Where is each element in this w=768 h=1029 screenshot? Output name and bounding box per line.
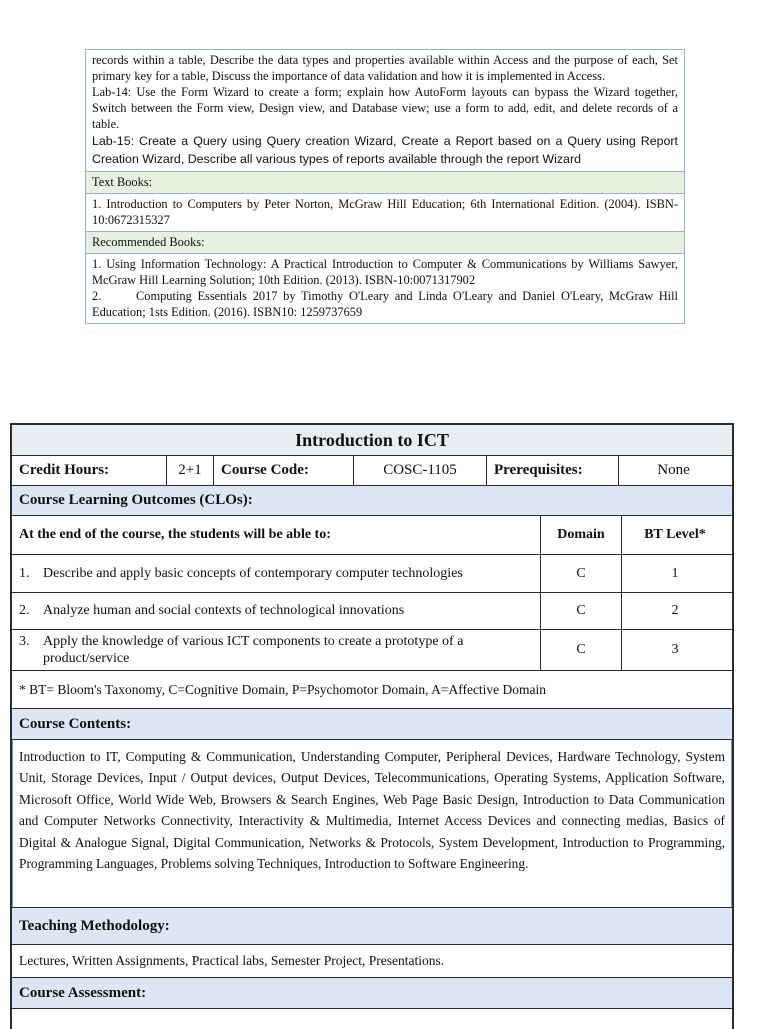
- clo-3-bt-level: 3: [621, 630, 728, 670]
- clo-3-description: Apply the knowledge of various ICT components to create a prototype of a: [43, 634, 464, 649]
- clo-2-number: 2.: [19, 603, 30, 618]
- clo-2-description: Analyze human and social contexts of technological innovations: [43, 603, 405, 618]
- clo-header-text: At the end of the course, the students will be able to:: [19, 527, 331, 542]
- clo-row-1: [12, 554, 732, 592]
- bt-level-header: BT Level*: [621, 516, 728, 554]
- clo-row-3: [12, 629, 732, 670]
- bt-footnote: * BT= Bloom's Taxonomy, C=Cognitive Domain, P=Psychomotor Domain, A=Affective Domain: [19, 681, 547, 697]
- course-code-value: COSC-1105: [353, 456, 486, 485]
- recommended-book-1: 1. Using Information Technology: A Practical Introduction to Computer & Communications by Williams Sawyer, McGraw Hill Learning Solution; 10th Edition. (2013). ISBN-10:0071317902: [92, 257, 678, 287]
- lab-14-text: Lab-14: Use the Form Wizard to create a form; explain how AutoForm layouts can bypass the Wizard together, Switch between the Form view, Design view, and Database view; use a form to add, edit, and delete records of a table.: [92, 85, 678, 131]
- text-books-header: Text Books:: [86, 171, 684, 193]
- credit-hours-value: 2+1: [166, 456, 213, 485]
- lab-15-text: Lab-15: Create a Query using Query creation Wizard, Create a Report based on a Query using Report Creation Wizard, Describe all various types of reports available through the report Wizard: [92, 134, 678, 166]
- recommended-books-header: Recommended Books:: [86, 231, 684, 253]
- clo-1-number: 1.: [19, 565, 30, 581]
- clo-label: Course Learning Outcomes (CLOs):: [19, 492, 253, 508]
- course-assessment-text: [12, 1009, 732, 1029]
- clo-1-bt-level: 1: [621, 555, 728, 592]
- clo-2-domain: C: [540, 593, 621, 629]
- clo-1-description: Describe and apply basic concepts of contemporary computer technologies: [43, 565, 463, 581]
- teaching-row: [12, 944, 732, 977]
- bt-note-row: [12, 670, 732, 708]
- contents-section-header: [12, 708, 732, 739]
- prerequisites-value: None: [618, 456, 728, 485]
- prerequisites-label: Prerequisites:: [486, 456, 618, 485]
- clo-header-row: [12, 515, 732, 554]
- clo-1-text: [12, 555, 540, 592]
- assessment-row: [12, 1008, 732, 1029]
- lab-activities-cell: [86, 50, 684, 171]
- course-title: Introduction to ICT: [12, 425, 732, 455]
- teaching-methodology-text: Lectures, Written Assignments, Practical labs, Semester Project, Presentations.: [19, 953, 445, 968]
- recommended-book-2: [92, 288, 678, 320]
- teaching-methodology-label: Teaching Methodology:: [19, 917, 170, 934]
- text-book-1: 1. Introduction to Computers by Peter Norton, McGraw Hill Education; 6th International Edition. (2004). ISBN-10:0672315327: [92, 197, 678, 227]
- text-books-cell: [86, 193, 684, 231]
- lab-and-books-table: [85, 49, 685, 324]
- course-assessment-label: Course Assessment:: [19, 984, 147, 1001]
- clo-2-bt-level: 2: [621, 593, 728, 629]
- course-info-row: [12, 455, 732, 485]
- course-contents-label: Course Contents:: [19, 715, 132, 732]
- clo-3-description-cont: product/service: [43, 651, 130, 666]
- recommended-book-2-text: Computing Essentials 2017 by Timothy O'Leary and Linda O'Leary and Daniel O'Leary, McGraw Hill Education; 1sts Edition. (2016). ISBN10: 1259737659: [92, 289, 678, 319]
- contents-row: [12, 739, 732, 907]
- clo-3-number: 3.: [19, 634, 30, 649]
- course-outline-table: [10, 423, 734, 1029]
- recommended-book-2-number: 2.: [92, 289, 102, 303]
- teaching-section-header: [12, 907, 732, 944]
- clo-row-2: [12, 592, 732, 629]
- clo-3-text: [12, 630, 540, 670]
- clo-3-domain: C: [540, 630, 621, 670]
- course-code-label: Course Code:: [213, 456, 353, 485]
- course-title-row: [12, 425, 732, 455]
- clo-2-text: [12, 593, 540, 629]
- domain-header: Domain: [540, 516, 621, 554]
- recommended-books-cell: [86, 253, 684, 323]
- assessment-section-header: [12, 977, 732, 1008]
- lab-continuation-text: records within a table, Describe the data types and properties available within Access and the purpose of each, Set primary key for a table, Discuss the importance of data validation and how it is implemented in Access.: [92, 53, 678, 83]
- credit-hours-label: Credit Hours:: [19, 462, 110, 478]
- course-contents-text: Introduction to IT, Computing & Communication, Understanding Computer, Peripheral Devices, Hardware Technology, System Unit, Storage Devices, Input / Output devices, Output Devices, Telecommunications, Operating Systems, Application Software, Microsoft Office, World Wide Web, Browsers & Search Engines, Web Page Basic Design, Introduction to Data Communication and Computer Networks Connectivity, Interactivity & Multimedia, Internet Access Devices and connecting medias, Basics of Digital & Analogue Signal, Digital Communication, Networks & Protocols, System Development, Introduction to Programming, Programming Languages, Problems solving Techniques, Introduction to Software Engineering.: [12, 740, 732, 907]
- clo-1-domain: C: [540, 555, 621, 592]
- clo-section-header: [12, 485, 732, 515]
